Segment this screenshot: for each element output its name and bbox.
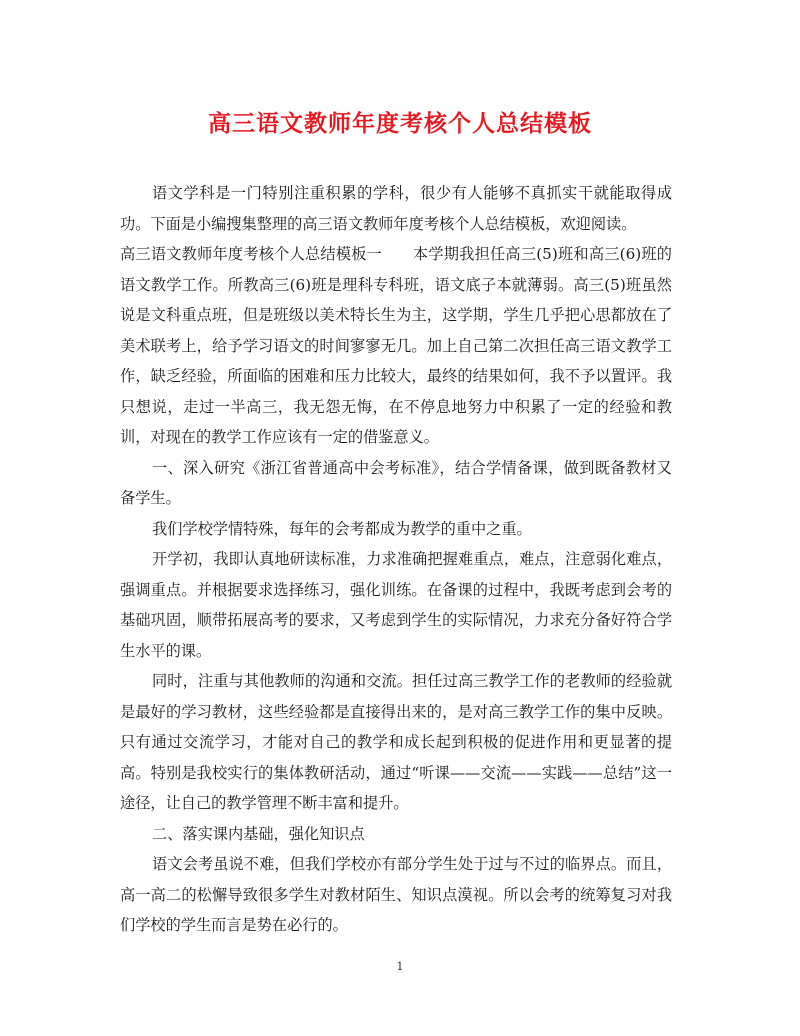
paragraph-communication: 同时，注重与其他教师的沟通和交流。担任过高三教学工作的老教师的经验就是最好的学习教材，这些经验都是直接得出来的，是对高三教学工作的集中反映。只有通过交流学习，才能对自己的教学和成长起到积极的促进作用和更显著的提高。特别是我校实行的集体教研活动，通过“听课——交流——实践——总结”这一途径，让自己的教学管理不断丰富和提升。 bbox=[120, 672, 672, 812]
paragraph-semester-start: 开学初，我即认真地研读标准，力求准确把握难重点，难点，注意弱化难点，强调重点。并根据要求选择练习，强化训练。在备课的过程中，我既考虑到会考的基础巩固，顺带拓展高考的要求，又考虑到学生的实际情况，力求充分备好符合学生水平的课。 bbox=[120, 550, 672, 660]
paragraph-section-two-heading: 二、落实课内基础，强化知识点 bbox=[152, 824, 365, 843]
paragraph-intro: 语文学科是一门特别注重积累的学科，很少有人能够不真抓实干就能取得成功。下面是小编搜集整理的高三语文教师年度考核个人总结模板，欢迎阅读。 bbox=[120, 184, 672, 233]
paragraph-school-situation: 我们学校学情特殊，每年的会考都成为教学的重中之重。 bbox=[152, 519, 532, 538]
document-body bbox=[120, 178, 672, 941]
paragraph-exam-review: 语文会考虽说不难，但我们学校亦有部分学生处于过与不过的临界点。而且，高一高二的松懈导致很多学生对教材陌生、知识点漠视。所以会考的统筹复习对我们学校的学生而言是势在必行的。 bbox=[120, 855, 672, 934]
paragraph-template-one: 高三语文教师年度考核个人总结模板一 本学期我担任高三(5)班和高三(6)班的语文教学工作。所教高三(6)班是理科专科班，语文底子本就薄弱。高三(5)班虽然说是文科重点班，但是班级以美术特长生为主，这学期，学生几乎把心思都放在了美术联考上，给予学习语文的时间寥寥无几。加上自己第二次担任高三语文教学工作，缺乏经验，所面临的困难和压力比较大，最终的结果如何，我不予以置评。我只想说，走过一半高三，我无怨无悔，在不停息地努力中积累了一定的经验和教训，对现在的教学工作应该有一定的借鉴意义。 bbox=[120, 245, 672, 446]
page-number: 1 bbox=[396, 960, 404, 973]
document-title: 高三语文教师年度考核个人总结模板 bbox=[208, 110, 592, 137]
paragraph-section-one-heading: 一、深入研究《浙江省普通高中会考标准》，结合学情备课，做到既备教材又备学生。 bbox=[120, 458, 672, 507]
